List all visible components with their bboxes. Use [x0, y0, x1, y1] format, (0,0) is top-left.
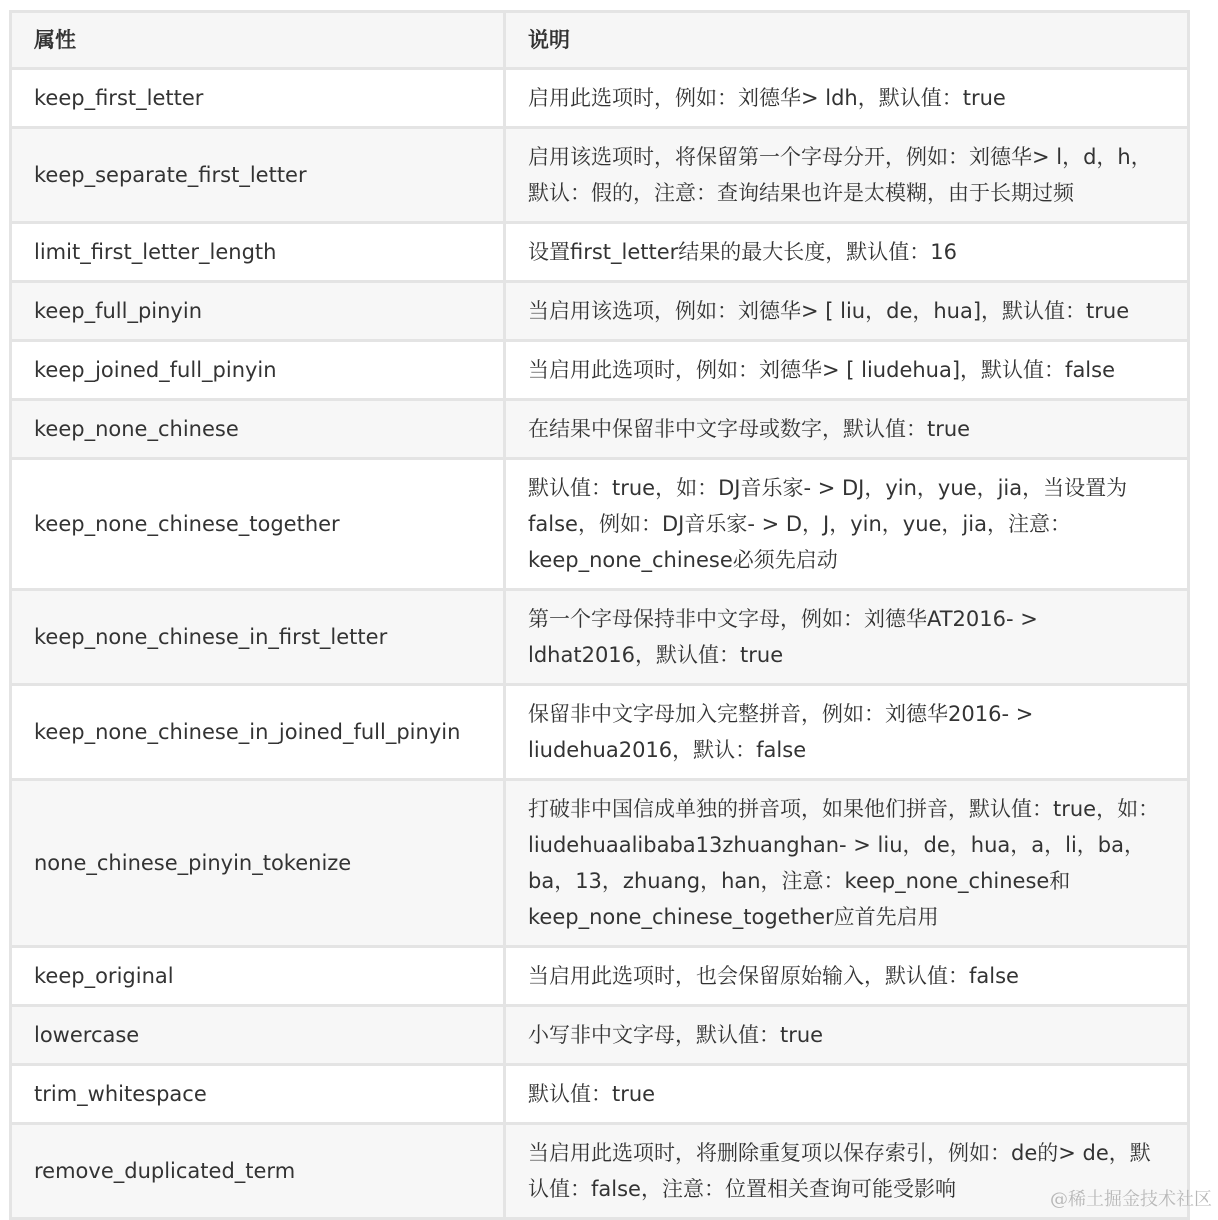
attribute-cell: keep_first_letter [11, 69, 505, 128]
watermark: @稀土掘金技术社区 [1050, 1189, 1212, 1210]
header-description: 说明 [505, 12, 1189, 69]
table-row [11, 459, 1189, 590]
attribute-cell: keep_original [11, 947, 505, 1006]
table-row [11, 685, 1189, 780]
attribute-cell: keep_full_pinyin [11, 282, 505, 341]
attribute-cell: trim_whitespace [11, 1065, 505, 1124]
description-cell: 当启用此选项时，例如：刘德华> [ liudehua]，默认值：false [505, 341, 1189, 400]
attribute-cell: keep_separate_first_letter [11, 128, 505, 223]
description-cell: 设置first_letter结果的最大长度，默认值：16 [505, 223, 1189, 282]
attribute-cell: keep_joined_full_pinyin [11, 341, 505, 400]
description-cell: 默认值：true，如：DJ音乐家- > DJ，yin，yue，jia，当设置为false，例如：DJ音乐家- > D，J，yin，yue，jia，注意：keep_none_chinese必须先启动 [505, 459, 1189, 590]
properties-table [9, 10, 1190, 1220]
description-cell: 启用此选项时，例如：刘德华> ldh，默认值：true [505, 69, 1189, 128]
table-row [11, 780, 1189, 947]
description-cell: 小写非中文字母，默认值：true [505, 1006, 1189, 1065]
attribute-cell: none_chinese_pinyin_tokenize [11, 780, 505, 947]
attribute-cell: keep_none_chinese_together [11, 459, 505, 590]
description-cell: 保留非中文字母加入完整拼音，例如：刘德华2016- > liudehua2016，默认：false [505, 685, 1189, 780]
attribute-cell: lowercase [11, 1006, 505, 1065]
description-cell: 第一个字母保持非中文字母，例如：刘德华AT2016- > ldhat2016，默认值：true [505, 590, 1189, 685]
attribute-cell: keep_none_chinese_in_first_letter [11, 590, 505, 685]
attribute-cell: limit_first_letter_length [11, 223, 505, 282]
attribute-cell: remove_duplicated_term [11, 1124, 505, 1219]
description-cell: 启用该选项时，将保留第一个字母分开，例如：刘德华> l，d，h，默认：假的，注意：查询结果也许是太模糊，由于长期过频 [505, 128, 1189, 223]
table-row [11, 1065, 1189, 1124]
description-cell: 当启用此选项时，也会保留原始输入，默认值：false [505, 947, 1189, 1006]
description-cell: 当启用此选项时，将删除重复项以保存索引，例如：de的> de，默认值：false，注意：位置相关查询可能受影响 [505, 1124, 1189, 1219]
description-cell: 当启用该选项，例如：刘德华> [ liu，de，hua]，默认值：true [505, 282, 1189, 341]
table-row [11, 400, 1189, 459]
attribute-cell: keep_none_chinese [11, 400, 505, 459]
table-header-row [11, 12, 1189, 69]
attribute-cell: keep_none_chinese_in_joined_full_pinyin [11, 685, 505, 780]
table-row [11, 341, 1189, 400]
table-row [11, 1124, 1189, 1219]
header-attribute: 属性 [11, 12, 505, 69]
table-row [11, 947, 1189, 1006]
table-row [11, 128, 1189, 223]
table-row [11, 282, 1189, 341]
table-row [11, 1006, 1189, 1065]
description-cell: 打破非中国信成单独的拼音项，如果他们拼音，默认值：true，如：liudehuaalibaba13zhuanghan- > liu，de，hua，a，li，ba，ba，13，zhuang，han，注意：keep_none_chinese和keep_none_chinese_together应首先启用 [505, 780, 1189, 947]
description-cell: 默认值：true [505, 1065, 1189, 1124]
table-row [11, 223, 1189, 282]
description-cell: 在结果中保留非中文字母或数字，默认值：true [505, 400, 1189, 459]
table-row [11, 69, 1189, 128]
table-row [11, 590, 1189, 685]
